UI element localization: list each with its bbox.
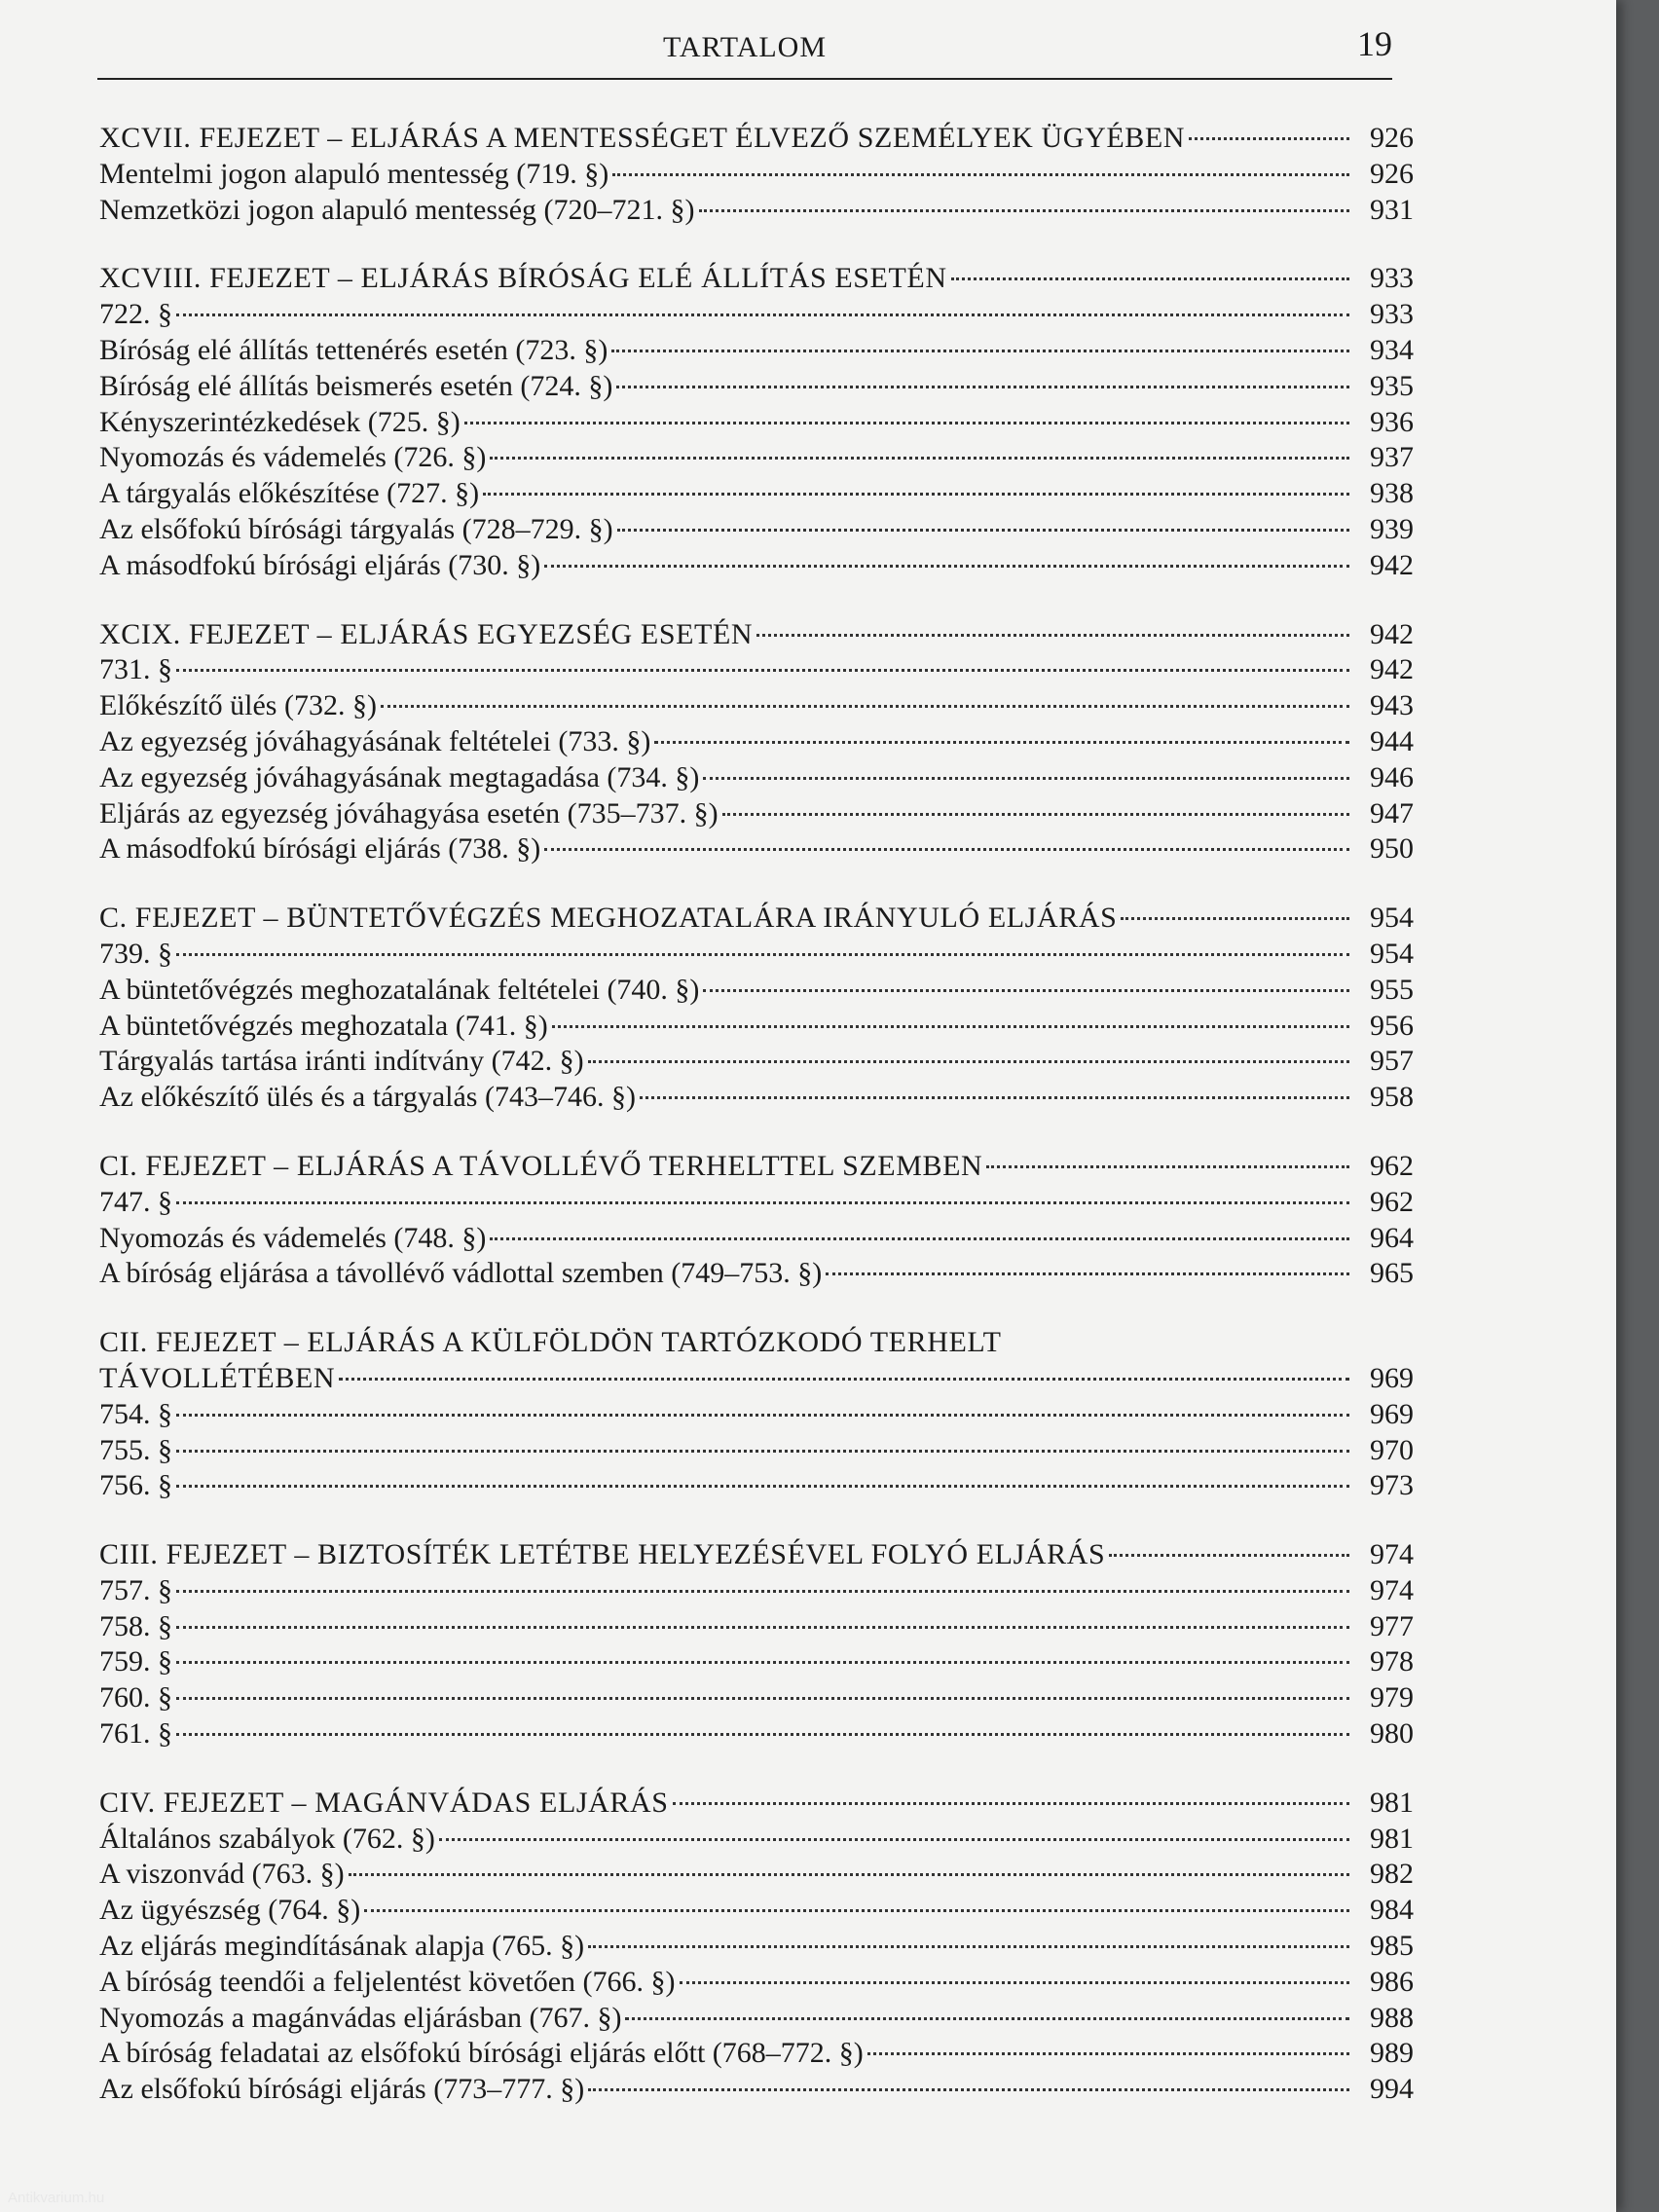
entry-title: Az előkészítő ülés és a tárgyalás (743–746. §) bbox=[99, 1081, 636, 1114]
entry-page: 935 bbox=[1370, 369, 1414, 402]
page-number: 19 bbox=[1357, 24, 1392, 63]
toc-entry bbox=[99, 1080, 1414, 1116]
entry-title: Bíróság elé állítás beismerés esetén (724. §) bbox=[99, 369, 613, 402]
dot-leader bbox=[673, 1802, 1349, 1805]
dot-leader bbox=[552, 1025, 1349, 1028]
entry-page: 981 bbox=[1370, 1822, 1414, 1855]
entry-page: 969 bbox=[1370, 1397, 1414, 1430]
entry-page: 937 bbox=[1370, 441, 1414, 474]
toc-entry bbox=[99, 1893, 1414, 1929]
entry-title: 722. § bbox=[99, 298, 172, 331]
entry-title: A másodfokú bírósági eljárás (738. §) bbox=[99, 832, 541, 866]
entry-title: TÁVOLLÉTÉBEN bbox=[99, 1361, 336, 1394]
entry-page: 962 bbox=[1370, 1185, 1414, 1218]
entry-title: Előkészítő ülés (732. §) bbox=[99, 689, 377, 722]
entry-page: 978 bbox=[1370, 1645, 1414, 1678]
dot-leader bbox=[176, 1590, 1349, 1593]
entry-title: Általános szabályok (762. §) bbox=[99, 1822, 435, 1855]
toc-entry bbox=[99, 724, 1414, 760]
entry-page: 984 bbox=[1370, 1894, 1414, 1927]
entry-page: 926 bbox=[1370, 157, 1414, 190]
dot-leader bbox=[612, 173, 1349, 176]
entry-title: Az ügyészség (764. §) bbox=[99, 1894, 361, 1927]
entry-title: Mentelmi jogon alapuló mentesség (719. §) bbox=[99, 157, 609, 190]
dot-leader bbox=[1121, 917, 1349, 920]
entry-page: 939 bbox=[1370, 512, 1414, 545]
entry-title: XCIX. FEJEZET – ELJÁRÁS EGYEZSÉG ESETÉN bbox=[99, 617, 754, 650]
entry-title: XCVIII. FEJEZET – ELJÁRÁS BÍRÓSÁG ELÉ ÁLLÍTÁS ESETÉN bbox=[99, 262, 947, 295]
dot-leader bbox=[176, 669, 1349, 672]
entry-page: 926 bbox=[1370, 122, 1414, 154]
entry-title: Az elsőfokú bírósági eljárás (773–777. §) bbox=[99, 2073, 585, 2106]
dot-leader bbox=[588, 2088, 1349, 2091]
chapter-heading bbox=[99, 1786, 1414, 1822]
entry-page: 936 bbox=[1370, 405, 1414, 438]
entry-page: 933 bbox=[1370, 298, 1414, 331]
toc-section bbox=[99, 1149, 1414, 1292]
entry-page: 986 bbox=[1370, 1965, 1414, 1998]
toc-entry bbox=[99, 1857, 1414, 1893]
entry-page: 982 bbox=[1370, 1858, 1414, 1891]
toc-entry bbox=[99, 760, 1414, 796]
entry-title: 758. § bbox=[99, 1609, 172, 1642]
entry-title: A bíróság teendői a feljelentést követően (766. §) bbox=[99, 1965, 676, 1998]
entry-title: Bíróság elé állítás tettenérés esetén (723. §) bbox=[99, 333, 608, 366]
entry-title: Kényszerintézkedések (725. §) bbox=[99, 405, 461, 438]
entry-title: 759. § bbox=[99, 1645, 172, 1678]
toc-section bbox=[99, 901, 1414, 1116]
toc-entry bbox=[99, 1009, 1414, 1045]
entry-page: 981 bbox=[1370, 1786, 1414, 1819]
dot-leader bbox=[490, 457, 1349, 460]
entry-title: 755. § bbox=[99, 1433, 172, 1466]
dot-leader bbox=[680, 1981, 1350, 1984]
entry-title: A büntetővégzés meghozatala (741. §) bbox=[99, 1009, 548, 1042]
toc-entry bbox=[99, 369, 1414, 405]
dot-leader bbox=[703, 989, 1349, 992]
dot-leader bbox=[826, 1272, 1349, 1275]
toc-entry bbox=[99, 831, 1414, 867]
dot-leader bbox=[339, 1378, 1349, 1381]
entry-page: 974 bbox=[1370, 1538, 1414, 1571]
dot-leader bbox=[699, 209, 1349, 212]
entry-page: 994 bbox=[1370, 2073, 1414, 2106]
entry-title: Az elsőfokú bírósági tárgyalás (728–729. §) bbox=[99, 512, 613, 545]
entry-title: A másodfokú bírósági eljárás (730. §) bbox=[99, 548, 541, 581]
dot-leader bbox=[176, 1450, 1349, 1453]
dot-leader bbox=[176, 1733, 1349, 1736]
dot-leader bbox=[616, 386, 1349, 388]
entry-page: 965 bbox=[1370, 1257, 1414, 1290]
toc-section bbox=[99, 121, 1414, 228]
entry-page: 973 bbox=[1370, 1469, 1414, 1502]
chapter-heading bbox=[99, 1149, 1414, 1185]
dot-leader bbox=[176, 1201, 1349, 1204]
entry-page: 958 bbox=[1370, 1081, 1414, 1114]
dot-leader bbox=[640, 1096, 1349, 1099]
toc-entry bbox=[99, 333, 1414, 369]
entry-title: 739. § bbox=[99, 937, 172, 970]
dot-leader bbox=[176, 1626, 1349, 1629]
entry-title: Nemzetközi jogon alapuló mentesség (720–721. §) bbox=[99, 193, 695, 226]
entry-title: CI. FEJEZET – ELJÁRÁS A TÁVOLLÉVŐ TERHELTTEL SZEMBEN bbox=[99, 1149, 983, 1182]
toc-section bbox=[99, 1537, 1414, 1752]
entry-page: 980 bbox=[1370, 1717, 1414, 1751]
dot-leader bbox=[176, 953, 1349, 956]
dot-leader bbox=[625, 2017, 1349, 2020]
entry-page: 946 bbox=[1370, 760, 1414, 793]
dot-leader bbox=[867, 2052, 1349, 2055]
toc-entry bbox=[99, 440, 1414, 476]
dot-leader bbox=[617, 529, 1349, 532]
entry-page: 964 bbox=[1370, 1221, 1414, 1254]
entry-page: 950 bbox=[1370, 832, 1414, 866]
entry-title: A büntetővégzés meghozatalának feltételei (740. §) bbox=[99, 973, 700, 1006]
toc-section bbox=[99, 1786, 1414, 2108]
entry-page: 977 bbox=[1370, 1609, 1414, 1642]
toc-entry bbox=[99, 1397, 1414, 1433]
entry-title: CIV. FEJEZET – MAGÁNVÁDAS ELJÁRÁS bbox=[99, 1786, 669, 1819]
entry-page: 956 bbox=[1370, 1009, 1414, 1042]
chapter-heading bbox=[99, 617, 1414, 653]
toc-entry bbox=[99, 512, 1414, 548]
entry-title: 756. § bbox=[99, 1469, 172, 1502]
dot-leader bbox=[1109, 1554, 1349, 1557]
dot-leader bbox=[176, 1697, 1349, 1700]
entry-title: A bíróság eljárása a távollévő vádlottal szemben (749–753. §) bbox=[99, 1257, 823, 1290]
entry-title: A bíróság feladatai az elsőfokú bírósági eljárás előtt (768–772. §) bbox=[99, 2037, 864, 2070]
toc-entry bbox=[99, 2036, 1414, 2072]
entry-page: 947 bbox=[1370, 796, 1414, 830]
toc-entry bbox=[99, 1929, 1414, 1965]
entry-title: 761. § bbox=[99, 1717, 172, 1751]
toc-entry bbox=[99, 1573, 1414, 1609]
toc-entry bbox=[99, 2001, 1414, 2037]
toc-entry bbox=[99, 1680, 1414, 1716]
dot-leader bbox=[349, 1873, 1349, 1876]
dot-leader bbox=[611, 350, 1349, 352]
dot-leader bbox=[756, 634, 1349, 637]
dot-leader bbox=[364, 1909, 1349, 1912]
entry-title: Az egyezség jóváhagyásának feltételei (733. §) bbox=[99, 724, 651, 757]
toc-entry bbox=[99, 688, 1414, 724]
dot-leader bbox=[588, 1060, 1349, 1063]
toc-entry bbox=[99, 1716, 1414, 1752]
toc-entry bbox=[99, 405, 1414, 441]
entry-page: 943 bbox=[1370, 689, 1414, 722]
entry-title: Az eljárás megindításának alapja (765. §) bbox=[99, 1930, 585, 1963]
dot-leader bbox=[381, 705, 1349, 708]
entry-title: Az egyezség jóváhagyásának megtagadása (734. §) bbox=[99, 760, 700, 793]
entry-title: 757. § bbox=[99, 1573, 172, 1606]
toc-entry bbox=[99, 1256, 1414, 1292]
toc-entry bbox=[99, 1644, 1414, 1680]
chapter-heading bbox=[99, 121, 1414, 157]
dot-leader bbox=[464, 422, 1349, 424]
entry-page: 969 bbox=[1370, 1361, 1414, 1394]
dot-leader bbox=[654, 741, 1349, 744]
chapter-heading bbox=[99, 901, 1414, 937]
chapter-heading bbox=[99, 1537, 1414, 1573]
entry-title: Nyomozás a magánvádas eljárásban (767. §) bbox=[99, 2001, 622, 2034]
toc-section bbox=[99, 617, 1414, 868]
entry-title: Tárgyalás tartása iránti indítvány (742. §) bbox=[99, 1045, 584, 1078]
toc-entry bbox=[99, 476, 1414, 512]
entry-page: 942 bbox=[1370, 617, 1414, 650]
dot-leader bbox=[1189, 137, 1349, 140]
toc-entry bbox=[99, 1965, 1414, 2001]
dot-leader bbox=[951, 277, 1349, 280]
entry-page: 933 bbox=[1370, 262, 1414, 295]
entry-page: 942 bbox=[1370, 548, 1414, 581]
dot-leader bbox=[490, 1237, 1349, 1240]
entry-page: 957 bbox=[1370, 1045, 1414, 1078]
dot-leader bbox=[176, 1661, 1349, 1664]
toc-entry bbox=[99, 297, 1414, 333]
toc-entry bbox=[99, 1044, 1414, 1080]
toc-entry bbox=[99, 1221, 1414, 1257]
entry-title: 731. § bbox=[99, 653, 172, 686]
entry-page: 974 bbox=[1370, 1573, 1414, 1606]
toc-entry bbox=[99, 1468, 1414, 1504]
dot-leader bbox=[986, 1165, 1349, 1168]
toc-entry bbox=[99, 1822, 1414, 1858]
dot-leader bbox=[544, 848, 1349, 851]
page-header bbox=[97, 23, 1392, 80]
entry-page: 988 bbox=[1370, 2001, 1414, 2034]
toc-section bbox=[99, 1325, 1414, 1504]
toc-entry bbox=[99, 548, 1414, 584]
dot-leader bbox=[544, 565, 1349, 568]
entry-title: XCVII. FEJEZET – ELJÁRÁS A MENTESSÉGET ÉLVEZŐ SZEMÉLYEK ÜGYÉBEN bbox=[99, 122, 1186, 154]
toc-section bbox=[99, 261, 1414, 583]
entry-page: 944 bbox=[1370, 724, 1414, 757]
dot-leader bbox=[722, 813, 1349, 816]
entry-title: Eljárás az egyezség jóváhagyása esetén (735–737. §) bbox=[99, 796, 719, 830]
dot-leader bbox=[176, 313, 1349, 316]
entry-page: 934 bbox=[1370, 333, 1414, 366]
entry-title: CIII. FEJEZET – BIZTOSÍTÉK LETÉTBE HELYEZÉSÉVEL FOLYÓ ELJÁRÁS bbox=[99, 1538, 1106, 1571]
chapter-heading-continued bbox=[99, 1361, 1414, 1397]
toc-entry bbox=[99, 1609, 1414, 1645]
toc-entry bbox=[99, 652, 1414, 688]
chapter-heading bbox=[99, 261, 1414, 297]
toc-entry bbox=[99, 1433, 1414, 1469]
chapter-heading bbox=[99, 1325, 1414, 1361]
toc-entry bbox=[99, 1185, 1414, 1221]
entry-page: 954 bbox=[1370, 902, 1414, 935]
entry-title: C. FEJEZET – BÜNTETŐVÉGZÉS MEGHOZATALÁRA IRÁNYULÓ ELJÁRÁS bbox=[99, 902, 1118, 935]
dot-leader bbox=[483, 493, 1349, 496]
toc-entry bbox=[99, 937, 1414, 973]
toc-entry bbox=[99, 796, 1414, 832]
table-of-contents bbox=[99, 121, 1414, 2141]
entry-title: Nyomozás és vádemelés (748. §) bbox=[99, 1221, 487, 1254]
entry-page: 931 bbox=[1370, 193, 1414, 226]
dot-leader bbox=[588, 1945, 1349, 1948]
dot-leader bbox=[703, 777, 1349, 780]
entry-page: 970 bbox=[1370, 1433, 1414, 1466]
toc-entry bbox=[99, 973, 1414, 1009]
entry-title: CII. FEJEZET – ELJÁRÁS A KÜLFÖLDÖN TARTÓZKODÓ TERHELT bbox=[99, 1326, 1002, 1359]
toc-entry bbox=[99, 157, 1414, 193]
entry-page: 985 bbox=[1370, 1930, 1414, 1963]
dot-leader bbox=[176, 1485, 1349, 1488]
entry-title: 760. § bbox=[99, 1681, 172, 1714]
entry-page: 938 bbox=[1370, 477, 1414, 510]
watermark: Antikvarium.hu bbox=[8, 2190, 105, 2206]
entry-page: 962 bbox=[1370, 1149, 1414, 1182]
entry-page: 942 bbox=[1370, 653, 1414, 686]
entry-page: 955 bbox=[1370, 973, 1414, 1006]
toc-entry bbox=[99, 193, 1414, 229]
entry-title: A viszonvád (763. §) bbox=[99, 1858, 345, 1891]
running-title: TARTALOM bbox=[662, 31, 828, 63]
entry-page: 979 bbox=[1370, 1681, 1414, 1714]
toc-entry bbox=[99, 2072, 1414, 2108]
entry-title: Nyomozás és vádemelés (726. §) bbox=[99, 441, 487, 474]
entry-title: A tárgyalás előkészítése (727. §) bbox=[99, 477, 480, 510]
entry-title: 754. § bbox=[99, 1397, 172, 1430]
dot-leader bbox=[439, 1838, 1349, 1841]
entry-title: 747. § bbox=[99, 1185, 172, 1218]
entry-page: 989 bbox=[1370, 2037, 1414, 2070]
entry-page: 954 bbox=[1370, 937, 1414, 970]
dot-leader bbox=[176, 1414, 1349, 1417]
